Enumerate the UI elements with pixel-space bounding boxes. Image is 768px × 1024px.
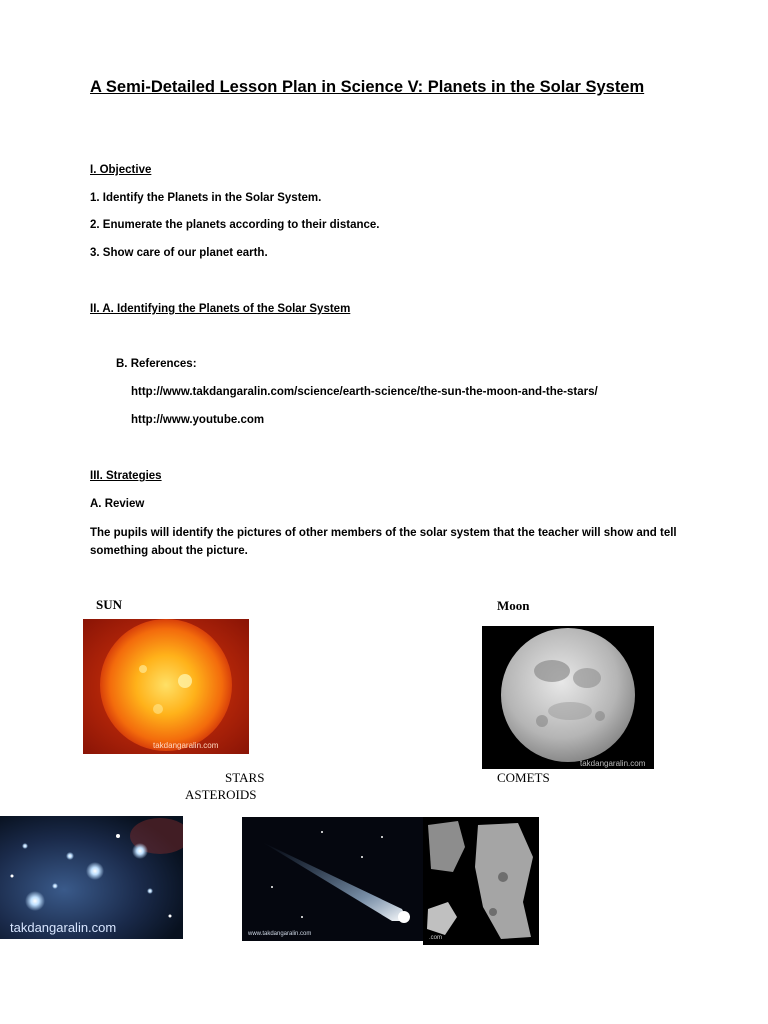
moon-caption: Moon xyxy=(497,598,530,613)
moon-image xyxy=(482,626,654,769)
objective-heading: I. Objective xyxy=(90,164,152,176)
comet-watermark: www.takdangaralin.com xyxy=(248,931,312,937)
reference-link[interactable]: http://www.takdangaralin.com/science/earth-science/the-sun-the-moon-and-the-stars/ xyxy=(131,386,598,398)
moon-watermark: takdangaralin.com xyxy=(580,759,646,768)
comet-image xyxy=(242,817,423,941)
section-two-heading: II. A. Identifying the Planets of the Solar System xyxy=(90,303,351,315)
sun-caption: SUN xyxy=(96,597,123,612)
references-label: B. References: xyxy=(116,358,197,370)
asteroids-caption: ASTEROIDS xyxy=(185,787,257,802)
document-title: A Semi-Detailed Lesson Plan in Science V: Planets in the Solar System xyxy=(90,78,645,96)
comets-caption: COMETS xyxy=(497,770,550,785)
asteroids-image xyxy=(423,817,539,945)
sun-image xyxy=(83,619,249,754)
stars-watermark: takdangaralin.com xyxy=(10,920,117,935)
reference-link[interactable]: http://www.youtube.com xyxy=(131,414,265,426)
objective-item: 1. Identify the Planets in the Solar System. xyxy=(90,192,322,204)
objective-item: 2. Enumerate the planets according to their distance. xyxy=(90,219,380,231)
review-label: A. Review xyxy=(90,498,145,510)
stars-caption: STARS xyxy=(225,770,265,785)
sun-watermark: takdangaralin.com xyxy=(153,741,219,750)
review-paragraph: The pupils will identify the pictures of other members of the solar system that the teacher will show and tell something about the picture. xyxy=(90,527,677,557)
strategies-heading: III. Strategies xyxy=(90,470,162,482)
stars-image xyxy=(0,816,183,939)
asteroid-watermark: .com xyxy=(429,935,443,941)
objective-item: 3. Show care of our planet earth. xyxy=(90,247,268,259)
